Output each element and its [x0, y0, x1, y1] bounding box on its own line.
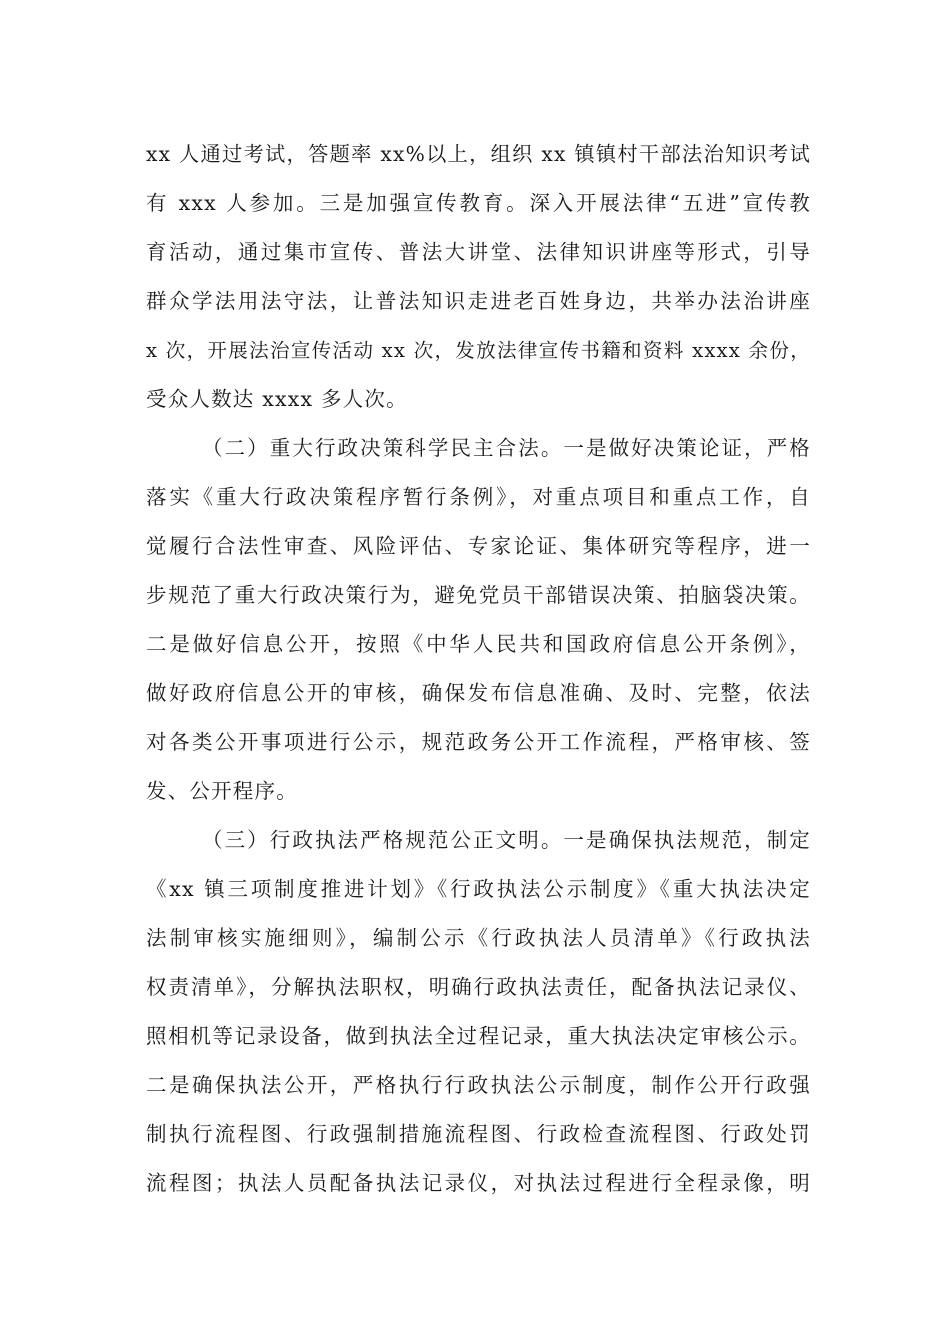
text-line: 法制审核实施细则》，编制公示《行政执法人员清单》《行政执法 [146, 926, 811, 950]
text-line: 群众学法用法守法，让普法知识走进老百姓身边，共举办法治讲座 [146, 289, 811, 313]
text-line: 制执行流程图、行政强制措施流程图、行政检查流程图、行政处罚 [146, 1122, 811, 1146]
text-line: 觉履行合法性审查、风险评估、专家论证、集体研究等程序，进一 [146, 534, 811, 558]
text-line: （三）行政执法严格规范公正文明。一是确保执法规范，制定 [202, 828, 811, 852]
text-line: 发、公开程序。 [146, 779, 298, 803]
text-line: 二是做好信息公开，按照《中华人民共和国政府信息公开条例》， [146, 632, 811, 656]
text-line: 照相机等记录设备，做到执法全过程记录，重大执法决定审核公示。 [146, 1024, 811, 1048]
document-body [146, 130, 811, 1208]
text-line: 对各类公开事项进行公示，规范政务公开工作流程，严格审核、签 [146, 730, 811, 754]
text-line: 二是确保执法公开，严格执行行政执法公示制度，制作公开行政强 [146, 1073, 811, 1097]
paragraph [146, 130, 811, 424]
text-line: 《xx 镇三项制度推进计划》《行政执法公示制度》《重大执法决定 [146, 877, 811, 901]
text-line: 有 xxx 人参加。三是加强宣传教育。深入开展法律“五进”宣传教 [146, 191, 811, 215]
text-line: （二）重大行政决策科学民主合法。一是做好决策论证，严格 [202, 436, 811, 460]
text-line: 步规范了重大行政决策行为，避免党员干部错误决策、拍脑袋决策。 [146, 583, 811, 607]
text-line: 育活动，通过集市宣传、普法大讲堂、法律知识讲座等形式，引导 [146, 240, 811, 264]
text-line: 流程图；执法人员配备执法记录仪，对执法过程进行全程录像，明 [146, 1171, 811, 1195]
text-line: 受众人数达 xxxx 多人次。 [146, 387, 408, 411]
text-line: 落实《重大行政决策程序暂行条例》，对重点项目和重点工作，自 [146, 485, 811, 509]
text-line: xx 人通过考试，答题率 xx%以上，组织 xx 镇镇村干部法治知识考试 [146, 142, 811, 166]
text-line: 权责清单》，分解执法职权，明确行政执法责任，配备执法记录仪、 [146, 975, 811, 999]
paragraph [146, 816, 811, 1208]
paragraph [146, 424, 811, 816]
text-line: x 次，开展法治宣传活动 xx 次，发放法律宣传书籍和资料 xxxx 余份， [146, 339, 811, 362]
text-line: 做好政府信息公开的审核，确保发布信息准确、及时、完整，依法 [146, 681, 811, 705]
